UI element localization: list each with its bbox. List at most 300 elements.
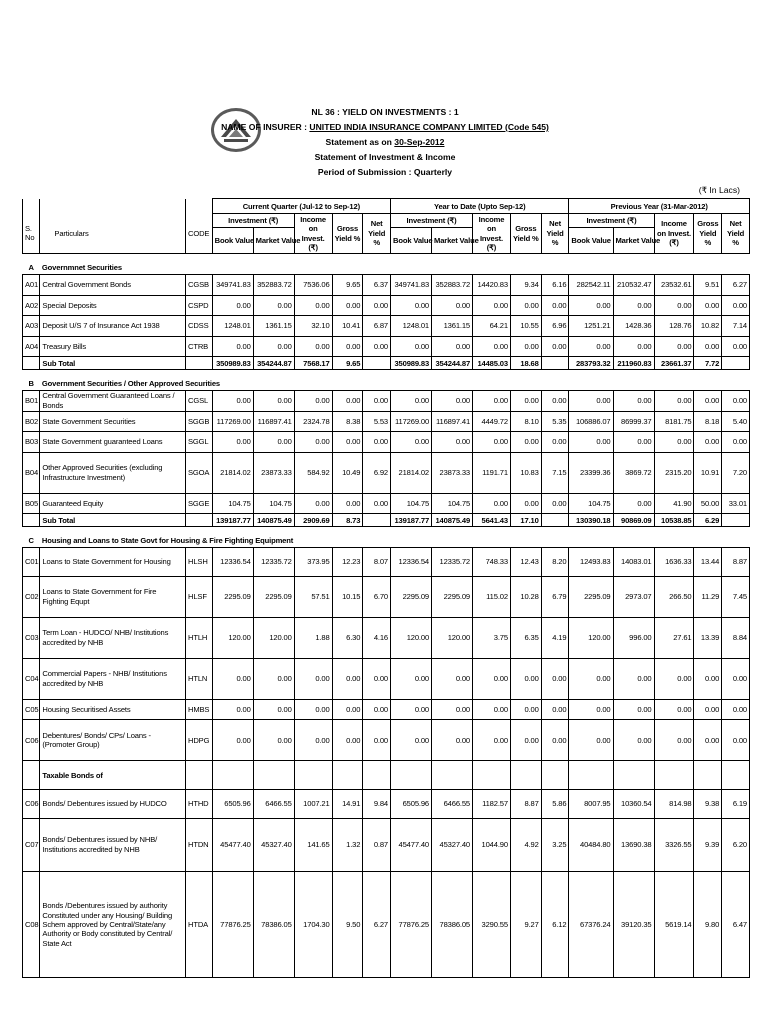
particulars-cell: Guaranteed Equity bbox=[40, 493, 186, 514]
particulars-cell: Other Approved Securities (excluding Infrastructure Investment) bbox=[40, 452, 186, 493]
units-note: (₹ In Lacs) bbox=[698, 185, 740, 195]
value-cell: 2295.09 bbox=[391, 576, 432, 617]
value-cell: 117269.00 bbox=[212, 411, 253, 432]
value-cell: 1044.90 bbox=[473, 818, 511, 871]
value-cell: 1704.30 bbox=[294, 871, 332, 978]
value-cell: 0.00 bbox=[569, 336, 613, 357]
value-cell: 0.00 bbox=[253, 658, 294, 699]
value-cell: 0.00 bbox=[654, 432, 694, 453]
header-row-investment bbox=[23, 214, 750, 228]
value-cell: 3326.55 bbox=[654, 818, 694, 871]
value-cell: 0.00 bbox=[391, 699, 432, 720]
value-cell: 0.00 bbox=[541, 720, 569, 761]
table-row bbox=[23, 658, 750, 699]
value-cell: 996.00 bbox=[613, 617, 654, 658]
value-cell: 0.00 bbox=[432, 658, 473, 699]
value-cell: 0.00 bbox=[332, 295, 363, 316]
value-cell: 7.15 bbox=[541, 452, 569, 493]
value-cell: 0.00 bbox=[332, 432, 363, 453]
value-cell: 6.19 bbox=[722, 789, 750, 818]
particulars-cell: Central Government Guaranteed Loans / Bonds bbox=[40, 391, 186, 412]
subtotal-value bbox=[363, 514, 391, 527]
subtotal-value: 90869.09 bbox=[613, 514, 654, 527]
value-cell: 1007.21 bbox=[294, 789, 332, 818]
value-cell: 77876.25 bbox=[391, 871, 432, 978]
value-cell: 1182.57 bbox=[473, 789, 511, 818]
value-cell: 0.00 bbox=[432, 720, 473, 761]
value-cell: 0.00 bbox=[613, 658, 654, 699]
table-row bbox=[23, 316, 750, 337]
value-cell: 23873.33 bbox=[253, 452, 294, 493]
value-cell: 6.47 bbox=[722, 871, 750, 978]
ytd-header: Year to Date (Upto Sep-12) bbox=[391, 199, 569, 214]
cq-investment-header: Investment (₹) bbox=[212, 214, 294, 228]
value-cell: 352883.72 bbox=[432, 275, 473, 296]
subtotal-value: 139187.77 bbox=[391, 514, 432, 527]
sno-cell: C07 bbox=[23, 818, 40, 871]
value-cell: 1248.01 bbox=[391, 316, 432, 337]
value-cell: 0.00 bbox=[654, 336, 694, 357]
value-cell: 57.51 bbox=[294, 576, 332, 617]
value-cell: 9.80 bbox=[694, 871, 722, 978]
value-cell: 117269.00 bbox=[391, 411, 432, 432]
subtotal-value: 211960.83 bbox=[613, 357, 654, 370]
ytd-net-yield-header: Net Yield % bbox=[541, 214, 569, 254]
ytd-investment-header: Investment (₹) bbox=[391, 214, 473, 228]
section-letter: C bbox=[28, 536, 34, 546]
value-cell: 6.35 bbox=[510, 617, 541, 658]
sno-cell: A01 bbox=[23, 275, 40, 296]
value-cell: 11.29 bbox=[694, 576, 722, 617]
value-cell: 2295.09 bbox=[212, 576, 253, 617]
value-cell bbox=[294, 761, 332, 790]
ytd-market-value-header: Market Value bbox=[432, 228, 473, 254]
value-cell: 1361.15 bbox=[432, 316, 473, 337]
sno-cell: B02 bbox=[23, 411, 40, 432]
value-cell: 21814.02 bbox=[391, 452, 432, 493]
value-cell: 104.75 bbox=[212, 493, 253, 514]
sno-cell: B04 bbox=[23, 452, 40, 493]
value-cell: 814.98 bbox=[654, 789, 694, 818]
subtotal-value: 140875.49 bbox=[253, 514, 294, 527]
value-cell: 8.20 bbox=[541, 548, 569, 577]
value-cell: 8.07 bbox=[363, 548, 391, 577]
value-cell bbox=[694, 761, 722, 790]
value-cell: 6.92 bbox=[363, 452, 391, 493]
value-cell: 3.25 bbox=[541, 818, 569, 871]
subtotal-value: 130390.18 bbox=[569, 514, 613, 527]
value-cell: 584.92 bbox=[294, 452, 332, 493]
value-cell: 0.00 bbox=[694, 391, 722, 412]
sno-cell: A04 bbox=[23, 336, 40, 357]
value-cell: 0.00 bbox=[473, 295, 511, 316]
value-cell: 0.00 bbox=[654, 699, 694, 720]
value-cell bbox=[432, 761, 473, 790]
value-cell bbox=[541, 761, 569, 790]
table-row bbox=[23, 432, 750, 453]
table-row bbox=[23, 275, 750, 296]
value-cell: 141.65 bbox=[294, 818, 332, 871]
value-cell: 12.43 bbox=[510, 548, 541, 577]
code-cell: HTHD bbox=[186, 789, 213, 818]
subtotal-value: 17.10 bbox=[510, 514, 541, 527]
value-cell: 1361.15 bbox=[253, 316, 294, 337]
value-cell: 0.00 bbox=[363, 432, 391, 453]
insurer-name-line bbox=[180, 121, 590, 133]
value-cell: 6.87 bbox=[363, 316, 391, 337]
value-cell: 0.00 bbox=[432, 336, 473, 357]
value-cell: 0.00 bbox=[332, 658, 363, 699]
value-cell: 0.00 bbox=[212, 720, 253, 761]
value-cell: 8.38 bbox=[332, 411, 363, 432]
table-row bbox=[23, 548, 750, 577]
subtotal-value: 8.73 bbox=[332, 514, 363, 527]
value-cell: 64.21 bbox=[473, 316, 511, 337]
code-cell: SGGL bbox=[186, 432, 213, 453]
value-cell: 120.00 bbox=[253, 617, 294, 658]
value-cell: 0.00 bbox=[722, 391, 750, 412]
spacer bbox=[23, 527, 750, 535]
value-cell: 12336.54 bbox=[212, 548, 253, 577]
value-cell: 1248.01 bbox=[212, 316, 253, 337]
value-cell: 0.00 bbox=[363, 295, 391, 316]
value-cell: 6.12 bbox=[541, 871, 569, 978]
code-cell: HTLH bbox=[186, 617, 213, 658]
value-cell: 10.82 bbox=[694, 316, 722, 337]
value-cell: 7.20 bbox=[722, 452, 750, 493]
value-cell: 10.91 bbox=[694, 452, 722, 493]
section-heading-row bbox=[23, 535, 750, 548]
value-cell: 10.15 bbox=[332, 576, 363, 617]
particulars-cell: Special Deposits bbox=[40, 295, 186, 316]
value-cell: 12335.72 bbox=[432, 548, 473, 577]
value-cell: 0.00 bbox=[253, 336, 294, 357]
value-cell: 0.00 bbox=[510, 699, 541, 720]
table-row bbox=[23, 576, 750, 617]
value-cell: 0.00 bbox=[613, 720, 654, 761]
code-cell: SGGB bbox=[186, 411, 213, 432]
value-cell: 0.00 bbox=[391, 391, 432, 412]
value-cell: 0.00 bbox=[510, 336, 541, 357]
particulars-cell: Loans to State Government for Housing bbox=[40, 548, 186, 577]
value-cell: 0.00 bbox=[541, 391, 569, 412]
value-cell bbox=[212, 761, 253, 790]
value-cell: 7536.06 bbox=[294, 275, 332, 296]
sno-cell: C03 bbox=[23, 617, 40, 658]
particulars-cell: Deposit U/S 7 of Insurance Act 1938 bbox=[40, 316, 186, 337]
subtotal-value: 10538.85 bbox=[654, 514, 694, 527]
value-cell: 6466.55 bbox=[432, 789, 473, 818]
value-cell: 4.16 bbox=[363, 617, 391, 658]
value-cell: 0.00 bbox=[332, 493, 363, 514]
value-cell: 0.00 bbox=[569, 658, 613, 699]
particulars-cell: Bonds/ Debentures issued by HUDCO bbox=[40, 789, 186, 818]
code-cell: CDSS bbox=[186, 316, 213, 337]
value-cell: 27.61 bbox=[654, 617, 694, 658]
value-cell: 45477.40 bbox=[212, 818, 253, 871]
value-cell: 1.32 bbox=[332, 818, 363, 871]
subtotal-row bbox=[23, 357, 750, 370]
value-cell: 5.40 bbox=[722, 411, 750, 432]
header-row-periods bbox=[23, 199, 750, 214]
sno-cell: C01 bbox=[23, 548, 40, 577]
value-cell: 1191.71 bbox=[473, 452, 511, 493]
particulars-cell: State Government guaranteed Loans bbox=[40, 432, 186, 453]
value-cell: 0.00 bbox=[473, 493, 511, 514]
value-cell: 7.14 bbox=[722, 316, 750, 337]
value-cell: 12493.83 bbox=[569, 548, 613, 577]
value-cell bbox=[391, 761, 432, 790]
value-cell: 0.00 bbox=[294, 720, 332, 761]
subtotal-value: 5641.43 bbox=[473, 514, 511, 527]
value-cell: 6.79 bbox=[541, 576, 569, 617]
code-cell: CGSL bbox=[186, 391, 213, 412]
cq-gross-yield-header: Gross Yield % bbox=[332, 214, 363, 254]
value-cell: 32.10 bbox=[294, 316, 332, 337]
value-cell: 0.00 bbox=[510, 720, 541, 761]
code-cell: HDPG bbox=[186, 720, 213, 761]
value-cell: 0.00 bbox=[569, 432, 613, 453]
sno-cell: C08 bbox=[23, 871, 40, 978]
value-cell: 0.00 bbox=[694, 336, 722, 357]
value-cell: 4449.72 bbox=[473, 411, 511, 432]
value-cell: 6466.55 bbox=[253, 789, 294, 818]
table-row bbox=[23, 789, 750, 818]
value-cell: 0.00 bbox=[473, 391, 511, 412]
subtotal-value: 18.68 bbox=[510, 357, 541, 370]
value-cell: 349741.83 bbox=[391, 275, 432, 296]
value-cell: 0.00 bbox=[541, 295, 569, 316]
particulars-cell: Commercial Papers - NHB/ Institutions accredited by NHB bbox=[40, 658, 186, 699]
particulars-cell: Central Government Bonds bbox=[40, 275, 186, 296]
subtotal-value: 350989.83 bbox=[212, 357, 253, 370]
subtotal-value: 354244.87 bbox=[432, 357, 473, 370]
value-cell: 2295.09 bbox=[253, 576, 294, 617]
value-cell: 7.45 bbox=[722, 576, 750, 617]
particulars-cell: State Government Securities bbox=[40, 411, 186, 432]
value-cell: 8181.75 bbox=[654, 411, 694, 432]
particulars-cell: Debentures/ Bonds/ CPs/ Loans - (Promoter Group) bbox=[40, 720, 186, 761]
value-cell: 0.00 bbox=[294, 699, 332, 720]
value-cell bbox=[722, 761, 750, 790]
particulars-cell: Bonds/ Debentures issued by NHB/ Institutions accredited by NHB bbox=[40, 818, 186, 871]
value-cell: 0.00 bbox=[541, 699, 569, 720]
code-cell: HTDA bbox=[186, 871, 213, 978]
value-cell: 0.00 bbox=[654, 295, 694, 316]
code-cell: HTDN bbox=[186, 818, 213, 871]
spacer bbox=[23, 370, 750, 378]
py-book-value-header: Book Value bbox=[569, 228, 613, 254]
subtotal-value: 7568.17 bbox=[294, 357, 332, 370]
value-cell: 0.00 bbox=[722, 295, 750, 316]
value-cell: 0.00 bbox=[363, 336, 391, 357]
subheading-cell: Taxable Bonds of bbox=[40, 761, 186, 790]
value-cell: 0.00 bbox=[363, 493, 391, 514]
value-cell: 116897.41 bbox=[432, 411, 473, 432]
value-cell: 0.00 bbox=[613, 336, 654, 357]
value-cell: 0.00 bbox=[332, 391, 363, 412]
subtotal-label: Sub Total bbox=[40, 357, 186, 370]
sno-cell: B03 bbox=[23, 432, 40, 453]
value-cell: 5.86 bbox=[541, 789, 569, 818]
value-cell: 2324.78 bbox=[294, 411, 332, 432]
py-income-header: Income on Invest. (₹) bbox=[654, 214, 694, 254]
py-market-value-header: Market Value bbox=[613, 228, 654, 254]
code-cell: HMBS bbox=[186, 699, 213, 720]
value-cell: 0.00 bbox=[722, 699, 750, 720]
value-cell: 10.55 bbox=[510, 316, 541, 337]
submission-period: Period of Submission : Quarterly bbox=[317, 167, 453, 177]
value-cell: 2315.20 bbox=[654, 452, 694, 493]
section-heading-row bbox=[23, 378, 750, 391]
table-row bbox=[23, 391, 750, 412]
value-cell: 6.27 bbox=[722, 275, 750, 296]
value-cell: 12336.54 bbox=[391, 548, 432, 577]
value-cell: 0.00 bbox=[694, 295, 722, 316]
value-cell: 3.75 bbox=[473, 617, 511, 658]
value-cell: 0.00 bbox=[212, 658, 253, 699]
code-cell: SGOA bbox=[186, 452, 213, 493]
value-cell: 0.00 bbox=[569, 391, 613, 412]
value-cell: 0.00 bbox=[569, 699, 613, 720]
value-cell: 9.27 bbox=[510, 871, 541, 978]
code-cell: CGSB bbox=[186, 275, 213, 296]
value-cell: 5.35 bbox=[541, 411, 569, 432]
particulars-cell: Housing Securitised Assets bbox=[40, 699, 186, 720]
value-cell: 120.00 bbox=[432, 617, 473, 658]
value-cell: 0.00 bbox=[510, 493, 541, 514]
value-cell: 45327.40 bbox=[432, 818, 473, 871]
value-cell: 0.00 bbox=[569, 720, 613, 761]
value-cell: 0.00 bbox=[253, 720, 294, 761]
table-row bbox=[23, 452, 750, 493]
section-title: Housing and Loans to State Govt for Housing & Fire Fighting Equipment bbox=[41, 536, 294, 546]
statement-date-line bbox=[180, 136, 590, 148]
code-cell: HLSF bbox=[186, 576, 213, 617]
previous-year-header: Previous Year (31-Mar-2012) bbox=[569, 199, 750, 214]
value-cell: 0.00 bbox=[613, 432, 654, 453]
value-cell: 0.00 bbox=[432, 432, 473, 453]
value-cell: 0.00 bbox=[510, 391, 541, 412]
value-cell: 0.00 bbox=[253, 432, 294, 453]
value-cell: 0.00 bbox=[363, 720, 391, 761]
sno-cell: A02 bbox=[23, 295, 40, 316]
section-letter: A bbox=[28, 263, 34, 273]
value-cell: 1428.36 bbox=[613, 316, 654, 337]
cq-book-value-header: Book Value bbox=[212, 228, 253, 254]
value-cell: 78386.05 bbox=[432, 871, 473, 978]
value-cell: 0.00 bbox=[294, 658, 332, 699]
value-cell: 8007.95 bbox=[569, 789, 613, 818]
value-cell bbox=[569, 761, 613, 790]
value-cell: 6.96 bbox=[541, 316, 569, 337]
table-row bbox=[23, 761, 750, 790]
value-cell: 0.00 bbox=[654, 658, 694, 699]
value-cell: 13.44 bbox=[694, 548, 722, 577]
value-cell: 0.00 bbox=[363, 699, 391, 720]
subtotal-value: 283793.32 bbox=[569, 357, 613, 370]
value-cell: 0.00 bbox=[722, 720, 750, 761]
section-title: Government Securities / Other Approved Securities bbox=[41, 379, 220, 389]
table-row bbox=[23, 411, 750, 432]
value-cell: 0.00 bbox=[432, 295, 473, 316]
value-cell: 86999.37 bbox=[613, 411, 654, 432]
value-cell: 0.00 bbox=[294, 493, 332, 514]
value-cell: 9.51 bbox=[694, 275, 722, 296]
statement-date: 30-Sep-2012 bbox=[394, 137, 445, 147]
value-cell: 6505.96 bbox=[391, 789, 432, 818]
value-cell: 9.50 bbox=[332, 871, 363, 978]
value-cell: 23399.36 bbox=[569, 452, 613, 493]
value-cell bbox=[253, 761, 294, 790]
value-cell: 0.00 bbox=[294, 432, 332, 453]
value-cell: 748.33 bbox=[473, 548, 511, 577]
value-cell: 8.87 bbox=[510, 789, 541, 818]
subtotal-value: 350989.83 bbox=[391, 357, 432, 370]
value-cell: 10.83 bbox=[510, 452, 541, 493]
value-cell: 6.16 bbox=[541, 275, 569, 296]
code-header: CODE bbox=[186, 214, 213, 254]
code-cell: HLSH bbox=[186, 548, 213, 577]
value-cell: 0.00 bbox=[510, 658, 541, 699]
value-cell: 282542.11 bbox=[569, 275, 613, 296]
table-row bbox=[23, 818, 750, 871]
insurer-name: UNITED INDIA INSURANCE COMPANY LIMITED (Code 545) bbox=[309, 122, 549, 132]
value-cell: 5619.14 bbox=[654, 871, 694, 978]
sno-cell: B05 bbox=[23, 493, 40, 514]
value-cell: 2295.09 bbox=[432, 576, 473, 617]
value-cell: 0.00 bbox=[473, 432, 511, 453]
value-cell: 0.00 bbox=[391, 720, 432, 761]
value-cell: 40484.80 bbox=[569, 818, 613, 871]
value-cell: 0.00 bbox=[722, 658, 750, 699]
value-cell: 0.00 bbox=[473, 658, 511, 699]
value-cell: 45327.40 bbox=[253, 818, 294, 871]
value-cell: 349741.83 bbox=[212, 275, 253, 296]
value-cell: 0.00 bbox=[613, 295, 654, 316]
py-gross-yield-header: Gross Yield % bbox=[694, 214, 722, 254]
value-cell: 0.00 bbox=[541, 493, 569, 514]
subtotal-value bbox=[363, 357, 391, 370]
value-cell: 6.70 bbox=[363, 576, 391, 617]
subtotal-value: 14485.03 bbox=[473, 357, 511, 370]
yield-table-body bbox=[23, 199, 750, 978]
value-cell: 0.00 bbox=[253, 391, 294, 412]
value-cell: 3869.72 bbox=[613, 452, 654, 493]
particulars-cell: Treasury Bills bbox=[40, 336, 186, 357]
value-cell: 0.00 bbox=[694, 699, 722, 720]
value-cell: 0.00 bbox=[473, 699, 511, 720]
code-cell: SGGE bbox=[186, 493, 213, 514]
value-cell: 1636.33 bbox=[654, 548, 694, 577]
section-letter: B bbox=[28, 379, 34, 389]
value-cell: 21814.02 bbox=[212, 452, 253, 493]
value-cell: 0.00 bbox=[510, 295, 541, 316]
value-cell: 39120.35 bbox=[613, 871, 654, 978]
value-cell: 0.00 bbox=[613, 493, 654, 514]
value-cell: 0.00 bbox=[212, 391, 253, 412]
value-cell: 77876.25 bbox=[212, 871, 253, 978]
value-cell: 1.88 bbox=[294, 617, 332, 658]
value-cell: 0.00 bbox=[332, 720, 363, 761]
value-cell: 33.01 bbox=[722, 493, 750, 514]
code-cell bbox=[186, 761, 213, 790]
value-cell: 0.00 bbox=[473, 336, 511, 357]
value-cell: 0.00 bbox=[332, 336, 363, 357]
value-cell: 4.92 bbox=[510, 818, 541, 871]
value-cell: 0.00 bbox=[569, 295, 613, 316]
value-cell: 116897.41 bbox=[253, 411, 294, 432]
